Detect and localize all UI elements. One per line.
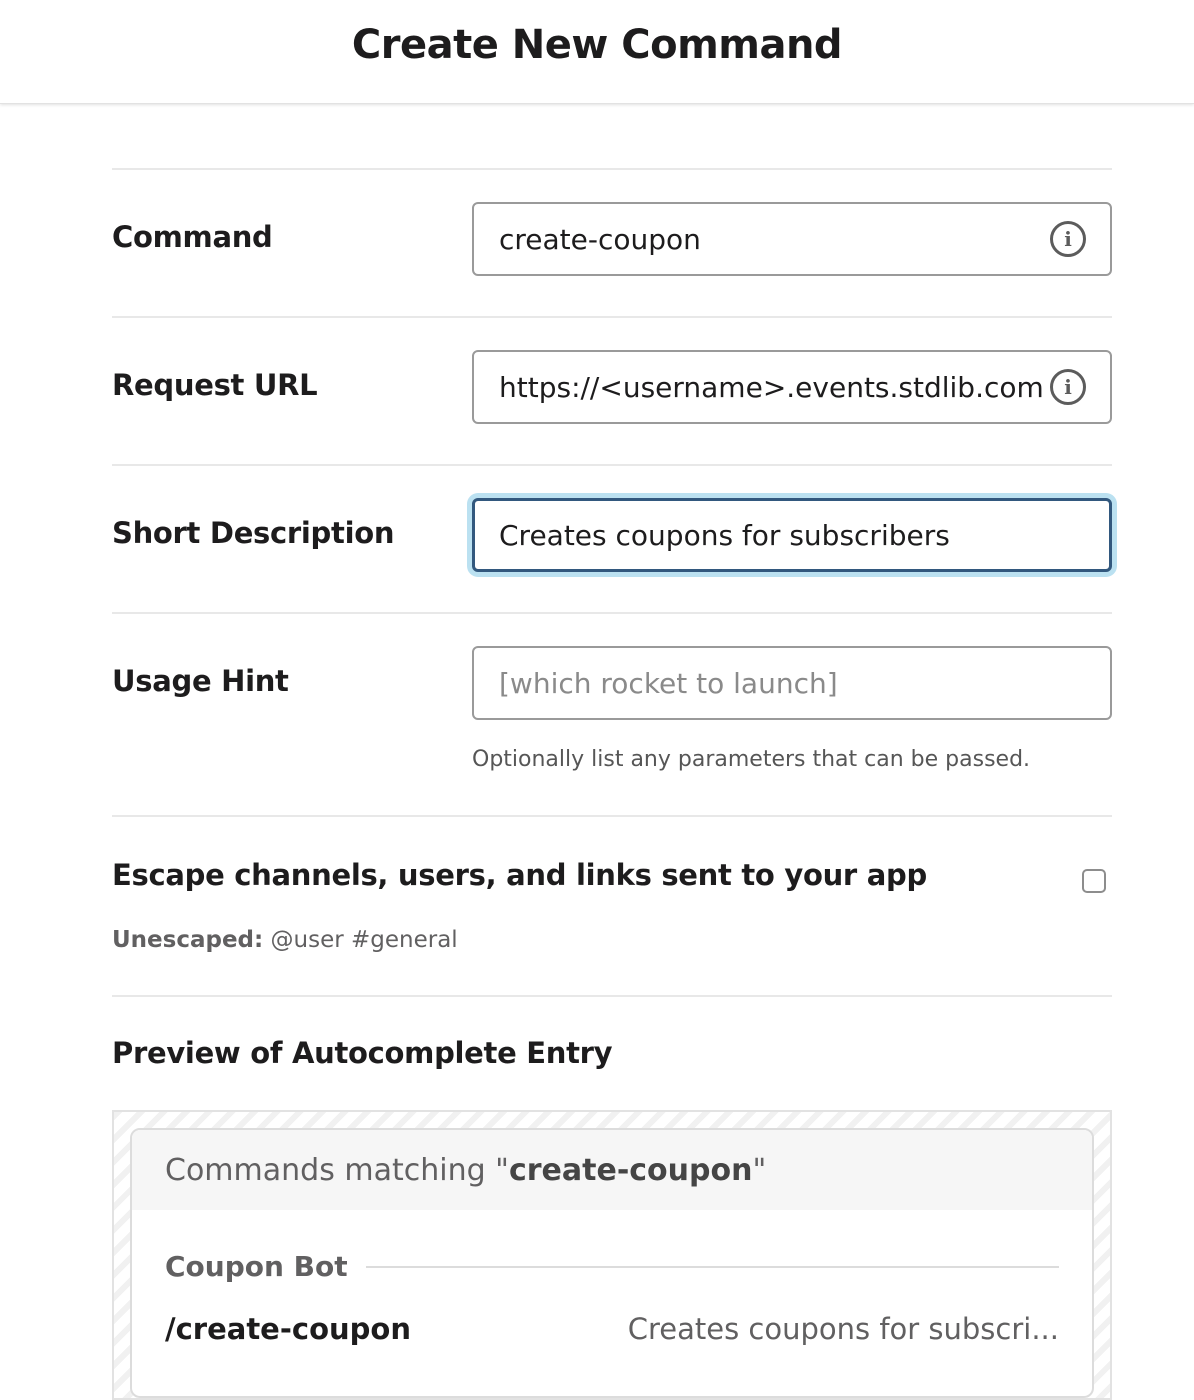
unescaped-example [112,927,458,953]
request-url-input[interactable] [499,357,1059,417]
escape-label: Escape channels, users, and links sent to your app [112,858,927,892]
command-preview-row [165,1312,1059,1346]
divider [112,612,1112,614]
command-input[interactable] [499,209,1059,269]
page-header [0,0,1194,104]
app-row [165,1250,1059,1283]
command-label: Command [112,220,273,254]
divider [112,995,1112,997]
matching-suffix: " [752,1152,767,1188]
usage-hint-label: Usage Hint [112,664,289,698]
info-icon[interactable]: i [1050,369,1086,405]
command-field[interactable] [472,202,1112,276]
matching-prefix: Commands matching " [165,1152,509,1188]
matching-term: create-coupon [508,1152,753,1188]
page-title: Create New Command [351,21,843,68]
request-url-field[interactable] [472,350,1112,424]
short-description-label: Short Description [112,516,395,550]
autocomplete-preview [130,1128,1094,1398]
short-description-input[interactable] [499,505,1059,565]
request-url-label: Request URL [112,368,318,402]
app-name: Coupon Bot [165,1250,348,1283]
divider [112,464,1112,466]
divider [112,815,1112,817]
usage-hint-field[interactable] [472,646,1112,720]
divider [112,168,1112,170]
app-divider [366,1266,1059,1268]
usage-hint-help: Optionally list any parameters that can be passed. [472,747,1031,772]
usage-hint-input[interactable] [499,653,1059,713]
preview-title: Preview of Autocomplete Entry [112,1036,613,1070]
info-icon[interactable]: i [1050,221,1086,257]
preview-command: /create-coupon [165,1312,411,1346]
preview-header [132,1130,1092,1210]
unescaped-value: @user #general [270,927,458,953]
short-description-field[interactable] [472,498,1112,572]
preview-description: Creates coupons for subscri... [627,1312,1059,1346]
escape-checkbox[interactable] [1082,869,1106,893]
unescaped-label: Unescaped: [112,927,264,953]
divider [112,316,1112,318]
